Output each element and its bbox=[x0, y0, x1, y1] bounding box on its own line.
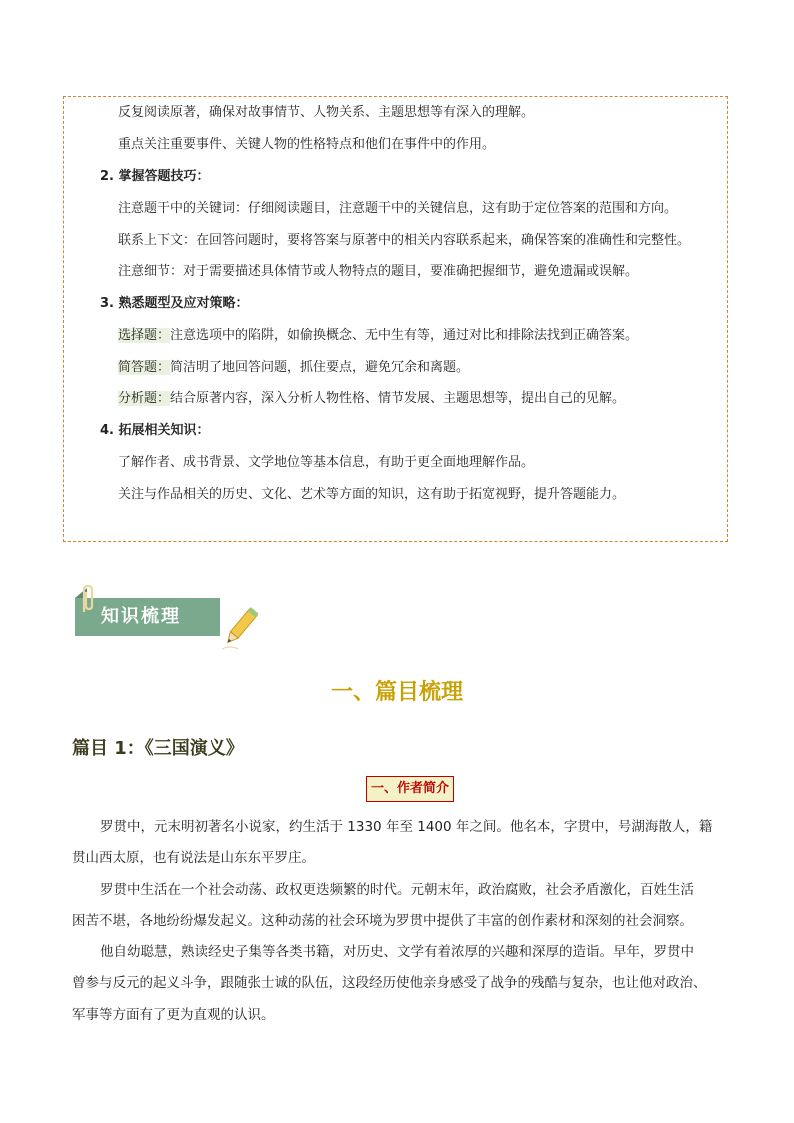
paragraph-line: 罗贯中，元末明初著名小说家，约生活于 1330 年至 1400 年之间。他名本，字贯中，号湖海散人，籍 bbox=[100, 819, 713, 835]
tip-text: 注意选项中的陷阱，如偷换概念、无中生有等，通过对比和排除法找到正确答案。 bbox=[170, 328, 639, 343]
paragraph-line: 罗贯中生活在一个社会动荡、政权更迭频繁的时代。元朝末年，政治腐败，社会矛盾激化，百姓生活 bbox=[100, 882, 694, 898]
tip-heading: 4. 拓展相关知识： bbox=[100, 423, 210, 438]
paragraph-line: 贯山西太原，也有说法是山东东平罗庄。 bbox=[72, 850, 315, 866]
tip-text: 联系上下文：在回答问题时，要将答案与原著中的相关内容联系起来，确保答案的准确性和完整性。 bbox=[118, 233, 691, 248]
pencil-icon bbox=[220, 603, 260, 653]
tip-item bbox=[118, 390, 625, 408]
tip-heading: 2. 掌握答题技巧： bbox=[100, 169, 210, 184]
tip-text: 重点关注重要事件、关键人物的性格特点和他们在事件中的作用。 bbox=[118, 137, 496, 152]
paragraph-line: 曾参与反元的起义斗争，跟随张士诚的队伍，这段经历使他亲身感受了战争的残酷与复杂，也让他对政治、 bbox=[72, 975, 707, 991]
paperclip-icon bbox=[76, 584, 100, 614]
tip-text: 简洁明了地回答问题，抓住要点，避免冗余和离题。 bbox=[170, 360, 470, 375]
tip-text: 反复阅读原著，确保对故事情节、人物关系、主题思想等有深入的理解。 bbox=[118, 105, 535, 120]
paragraph-line: 困苦不堪，各地纷纷爆发起义。这种动荡的社会环境为罗贯中提供了丰富的创作素材和深刻的社会洞察。 bbox=[72, 913, 693, 929]
tip-item bbox=[118, 327, 638, 345]
tip-text: 注意细节：对于需要描述具体情节或人物特点的题目，要准确把握细节，避免遗漏或误解。 bbox=[118, 264, 639, 279]
tip-text: 结合原著内容，深入分析人物性格、情节发展、主题思想等，提出自己的见解。 bbox=[170, 391, 626, 406]
section-title: 一、篇目梳理 bbox=[330, 680, 463, 705]
section-tag: 知识梳理 bbox=[75, 598, 220, 636]
chapter-subtitle: 篇目 1：《三国演义》 bbox=[72, 738, 244, 759]
tip-label: 简答题： bbox=[118, 360, 171, 375]
tip-text: 关注与作品相关的历史、文化、艺术等方面的知识，这有助于拓宽视野，提升答题能力。 bbox=[118, 487, 626, 502]
tip-item bbox=[118, 359, 469, 377]
author-intro-badge: 一、作者简介 bbox=[366, 776, 454, 802]
tip-text: 了解作者、成书背景、文学地位等基本信息，有助于更全面地理解作品。 bbox=[118, 455, 535, 470]
tip-text: 注意题干中的关键词：仔细阅读题目，注意题干中的关键信息，这有助于定位答案的范围和方向。 bbox=[118, 201, 678, 216]
paragraph-line: 他自幼聪慧，熟读经史子集等各类书籍，对历史、文学有着浓厚的兴趣和深厚的造诣。早年，罗贯中 bbox=[100, 944, 694, 960]
tip-heading: 3. 熟悉题型及应对策略： bbox=[100, 296, 249, 311]
paragraph-line: 军事等方面有了更为直观的认识。 bbox=[72, 1007, 275, 1023]
tip-label: 分析题： bbox=[118, 391, 171, 406]
study-tips-box bbox=[63, 96, 728, 542]
tip-label: 选择题： bbox=[118, 328, 171, 343]
